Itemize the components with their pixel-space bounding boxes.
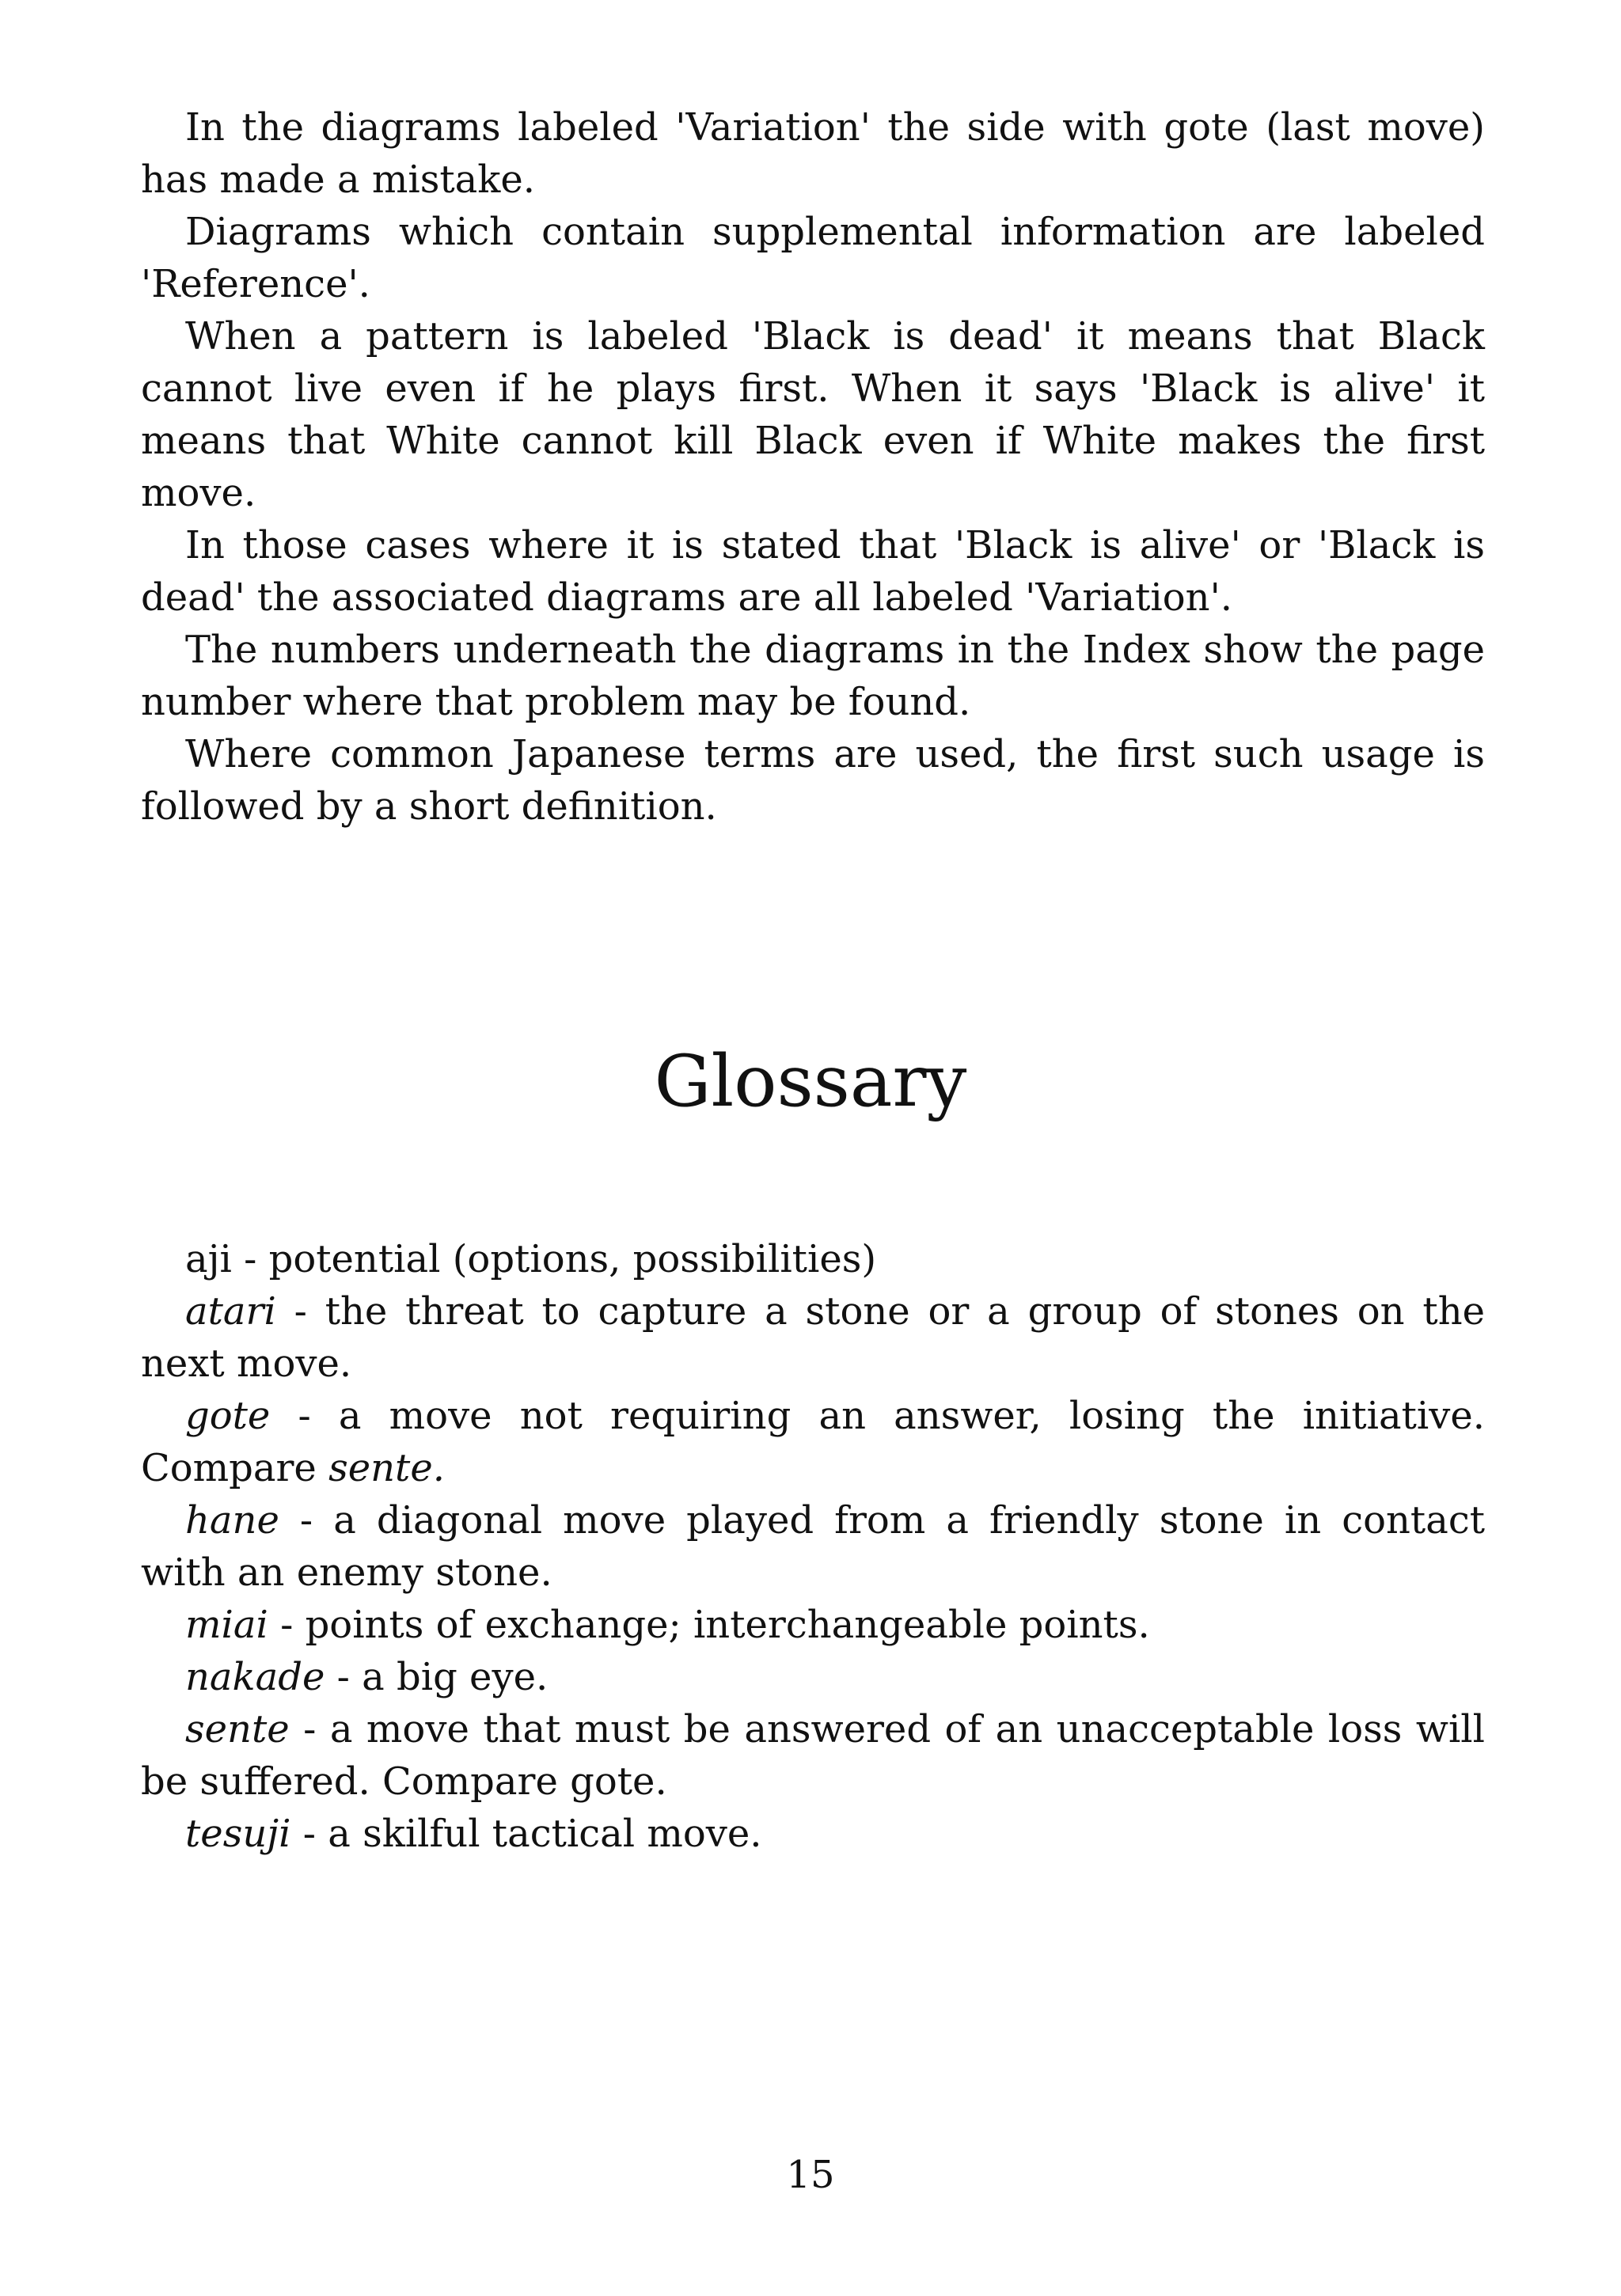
glossary-definition: a skilful tactical move. (328, 1812, 762, 1856)
glossary-term: sente (185, 1707, 290, 1751)
glossary-definition: a move not requiring an answer, losing the initiative. Compare (141, 1394, 1485, 1490)
glossary-definition: a move that must be answered of an unacceptable loss will be suffered. Compare gote. (141, 1707, 1486, 1804)
glossary-title: Glossary (654, 1040, 967, 1123)
glossary-entry-aji: aji - potential (options, possibilities) (185, 1237, 877, 1281)
glossary-term: nakade (185, 1655, 325, 1699)
intro-paragraph: In the diagrams labeled 'Variation' the side with gote (last move) has made a mistake. (141, 105, 1485, 202)
glossary-see-also: sente. (328, 1446, 445, 1490)
intro-section (141, 101, 1485, 833)
glossary-entry-gote: gote - a move not requiring an answer, losing the initiative. Compare sente. (141, 1394, 1485, 1490)
intro-paragraph: When a pattern is labeled 'Black is dead' it means that Black cannot live even if he plays first. When it says 'Black is alive' it means that White cannot kill Black even if White makes the first move. (141, 314, 1485, 515)
glossary-definition: a big eye. (362, 1655, 549, 1699)
glossary-list (141, 1233, 1485, 1860)
glossary-definition: points of exchange; interchangeable points. (305, 1603, 1150, 1647)
glossary-term: miai (185, 1603, 268, 1647)
glossary-term: tesuji (185, 1812, 291, 1856)
glossary-term: aji (185, 1237, 232, 1281)
glossary-definition: a diagonal move played from a friendly stone in contact with an enemy stone. (141, 1498, 1486, 1595)
glossary-entry-sente: sente - a move that must be answered of an unacceptable loss will be suffered. Compare gote. (141, 1707, 1486, 1804)
glossary-entry-miai: miai - points of exchange; interchangeable points. (185, 1603, 1150, 1647)
intro-paragraph: In those cases where it is stated that 'Black is alive' or 'Black is dead' the associated diagrams are all labeled 'Variation'. (141, 523, 1485, 620)
glossary-term: hane (185, 1498, 279, 1543)
glossary-entry-tesuji: tesuji - a skilful tactical move. (185, 1812, 762, 1856)
glossary-entry-hane: hane - a diagonal move played from a friendly stone in contact with an enemy stone. (141, 1498, 1486, 1595)
glossary-entry-nakade: nakade - a big eye. (185, 1655, 549, 1699)
glossary-term: atari (185, 1289, 276, 1334)
glossary-definition: potential (options, possibilities) (268, 1237, 877, 1281)
glossary-definition: the threat to capture a stone or a group of stones on the next move. (141, 1289, 1486, 1386)
intro-paragraph: The numbers underneath the diagrams in the Index show the page number where that problem may be found. (141, 628, 1485, 724)
intro-paragraph: Diagrams which contain supplemental information are labeled 'Reference'. (141, 210, 1485, 306)
glossary-term: gote (185, 1394, 271, 1438)
intro-paragraph: Where common Japanese terms are used, the first such usage is followed by a short definition. (141, 732, 1485, 829)
glossary-entry-atari: atari - the threat to capture a stone or a group of stones on the next move. (141, 1289, 1486, 1386)
page-number: 15 (786, 2153, 835, 2197)
